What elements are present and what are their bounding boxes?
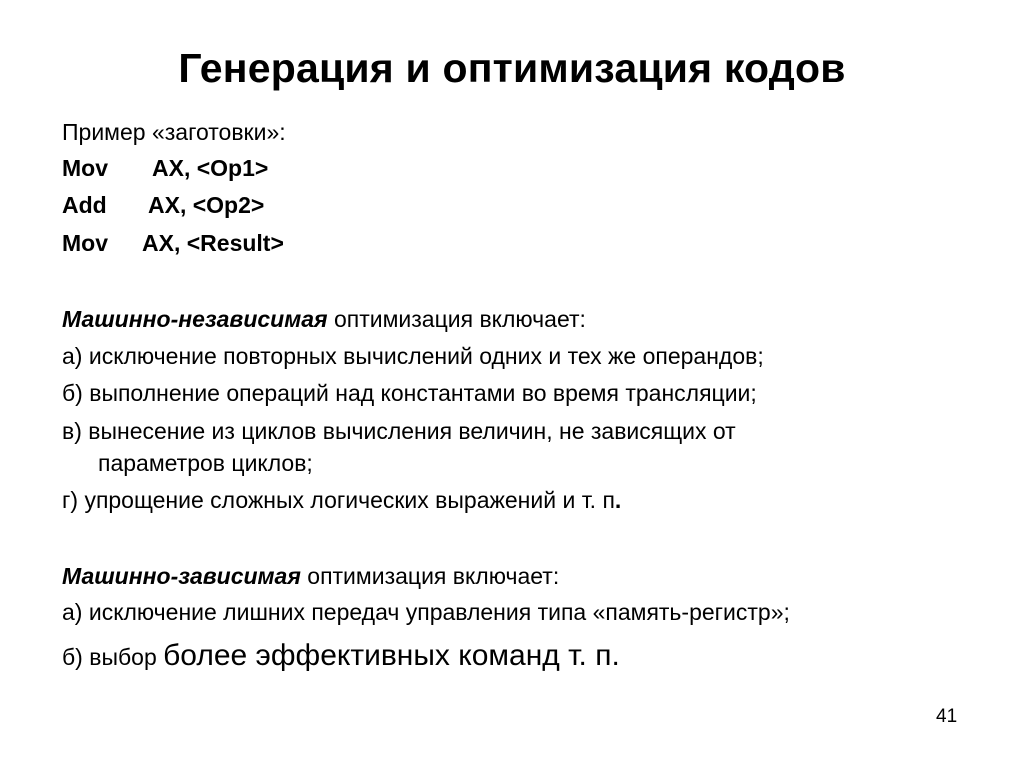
code-op: Add — [62, 192, 107, 218]
code-line-3 — [62, 229, 284, 257]
independent-item-b: б) выполнение операций над константами во время трансляции; — [62, 380, 757, 406]
dependent-heading-em: Машинно-зависимая — [62, 563, 301, 589]
code-arg: AX, <Result> — [142, 230, 284, 256]
independent-item-d-period: . — [614, 487, 622, 513]
slide-title: Генерация и оптимизация кодов — [178, 45, 846, 91]
independent-item-d-text: г) упрощение сложных логических выражений и т. п — [62, 487, 615, 513]
page-number: 41 — [936, 706, 958, 727]
independent-heading-rest: оптимизация включает: — [327, 306, 586, 332]
dependent-item-b — [62, 638, 620, 675]
independent-heading — [62, 305, 586, 333]
code-op: Mov — [62, 230, 108, 256]
intro-text: Пример «заготовки»: — [62, 119, 286, 145]
code-line-1 — [62, 154, 268, 182]
code-arg: AX, <Op2> — [148, 192, 265, 218]
code-line-2 — [62, 191, 264, 219]
independent-item-d — [62, 486, 621, 514]
dependent-item-b-prefix: б) выбор — [62, 644, 164, 670]
dependent-item-b-large: более эффективных команд т. п. — [163, 639, 620, 672]
code-arg: AX, <Op1> — [152, 155, 269, 181]
dependent-heading-rest: оптимизация включает: — [300, 563, 560, 589]
independent-heading-em: Машинно-независимая — [62, 306, 328, 332]
independent-item-c: в) вынесение из циклов вычисления величин, не зависящих от — [62, 418, 736, 444]
code-op: Mov — [62, 155, 108, 181]
independent-item-a: а) исключение повторных вычислений одних и тех же операндов; — [62, 343, 764, 369]
independent-item-c-continued: параметров циклов; — [98, 450, 313, 476]
dependent-item-a: а) исключение лишних передач управления типа «память-регистр»; — [62, 599, 790, 625]
dependent-heading — [62, 562, 559, 590]
